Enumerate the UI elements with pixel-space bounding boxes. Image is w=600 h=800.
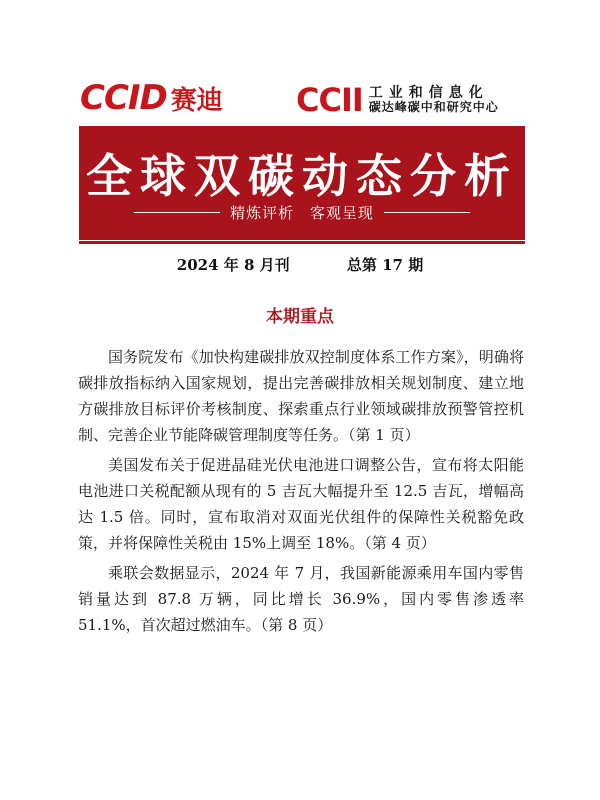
issue-number: 总第 17 期 — [346, 256, 424, 274]
highlight-paragraph: 乘联会数据显示，2024 年 7 月，我国新能源乘用车国内零售销量达到 87.8 万辆，同比增长 36.9%，国内零售渗透率 51.1%，首次超过燃油车。（第 8 页） — [78, 564, 524, 634]
subtitle-rule-left — [134, 212, 220, 213]
ccid-logo-name: 赛迪 — [170, 85, 223, 116]
banner-underline — [79, 241, 525, 244]
title-banner — [79, 126, 525, 240]
ccii-logo-line1: 工业和信息化 — [368, 84, 489, 101]
subtitle-rule-right — [384, 212, 470, 213]
ccii-logo — [296, 80, 499, 120]
highlights-content — [78, 344, 524, 642]
banner-subtitle: 精炼评析 客观呈现 — [230, 204, 374, 222]
ccid-logo-mark: CCID — [80, 78, 167, 118]
issue-date: 2024 年 8 月刊 — [176, 256, 290, 274]
highlight-paragraph: 国务院发布《加快构建碳排放双控制度体系工作方案》，明确将碳排放指标纳入国家规划，提出完善碳排放相关规划制度、建立地方碳排放目标评价考核制度、探索重点行业领域碳排放预警管控机制、完善企业节能降碳管理制度等任务。（第 1 页） — [78, 348, 524, 444]
section-title: 本期重点 — [266, 307, 334, 327]
ccii-logo-text — [369, 86, 499, 115]
banner-subtitle-row — [79, 202, 525, 223]
ccid-logo — [80, 78, 223, 118]
ccii-logo-mark: CCII — [296, 81, 363, 119]
highlight-paragraph: 美国发布关于促进晶硅光伏电池进口调整公告，宣布将太阳能电池进口关税配额从现有的 5 吉瓦大幅提升至 12.5 吉瓦，增幅高达 1.5 倍。同时，宣布取消对双面光伏组件的保障性关税豁免政策，并将保障性关税由 15%上调至 18%。（第 4 页） — [78, 456, 524, 552]
ccii-logo-line2: 碳达峰碳中和研究中心 — [368, 100, 499, 115]
banner-title: 全球双碳动态分析 — [86, 149, 518, 203]
issue-info — [0, 254, 600, 275]
